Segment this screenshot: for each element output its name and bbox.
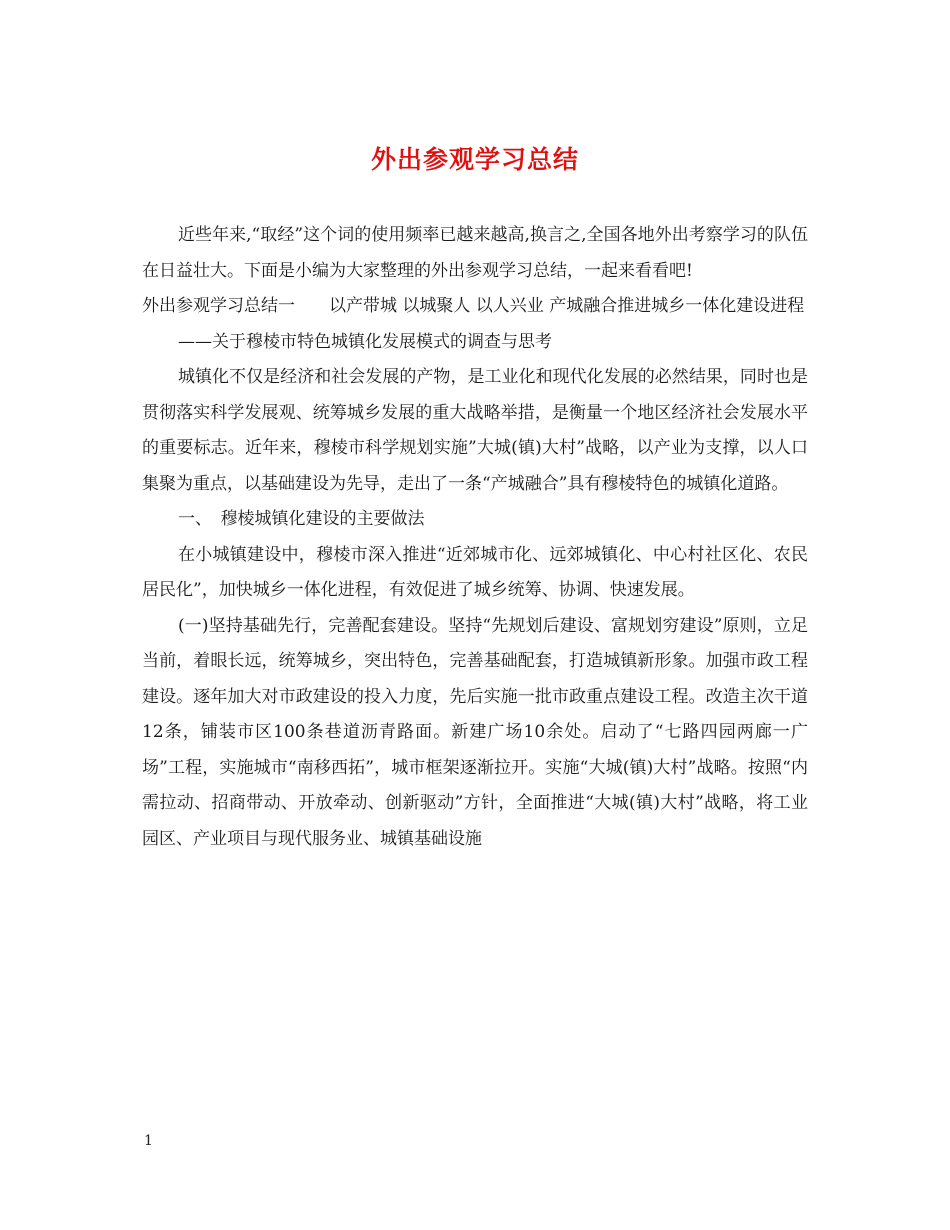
page-number: 1 <box>144 1133 153 1149</box>
subheading-paragraph: 一、 穆棱城镇化建设的主要做法 <box>178 509 425 529</box>
document-title: 外出参观学习总结 <box>370 145 579 174</box>
subtitle-paragraph: ——关于穆棱市特色城镇化发展模式的调查与思考 <box>178 331 552 352</box>
body-paragraph: 城镇化不仅是经济和社会发展的产物，是工业化和现代化发展的必然结果，同时也是贯彻落实科学发展观、统筹城乡发展的重大战略举措，是衡量一个地区经济社会发展水平的重要标志。近年来，穆棱市科学规划实施”大城(镇)大村”战略，以产业为支撑，以人口集聚为重点，以基础建设为先导，走出了一条“产城融合”具有穆棱特色的城镇化道路。 <box>142 367 808 494</box>
body-paragraph: (一)坚持基础先行，完善配套建设。坚持“先规划后建设、富规划穷建设”原则，立足当前，着眼长远，统筹城乡，突出特色，完善基础配套，打造城镇新形象。加强市政工程建设。逐年加大对市政建设的投入力度，先后实施一批市政重点建设工程。改造主次干道12条，铺装市区100条巷道沥青路面。新建广场10余处。启动了“七路四园两廊一广场”工程，实施城市“南移西拓”，城市框架逐渐拉开。实施“大城(镇)大村”战略。按照“内需拉动、招商带动、开放牵动、创新驱动”方针，全面推进“大城(镇)大村”战略，将工业园区、产业项目与现代服务业、城镇基础设施 <box>142 615 808 849</box>
document-body <box>142 218 808 857</box>
section-heading-paragraph: 外出参观学习总结一 以产带城 以城聚人 以人兴业 产城融合推进城乡一体化建设进程 <box>142 296 805 316</box>
body-paragraph: 在小城镇建设中，穆棱市深入推进“近郊城市化、远郊城镇化、中心村社区化、农民居民化”，加快城乡一体化进程，有效促进了城乡统筹、协调、快速发展。 <box>142 544 808 600</box>
intro-paragraph: 近些年来,“取经”这个词的使用频率已越来越高,换言之,全国各地外出考察学习的队伍在日益壮大。下面是小编为大家整理的外出参观学习总结，一起来看看吧! <box>142 225 808 281</box>
